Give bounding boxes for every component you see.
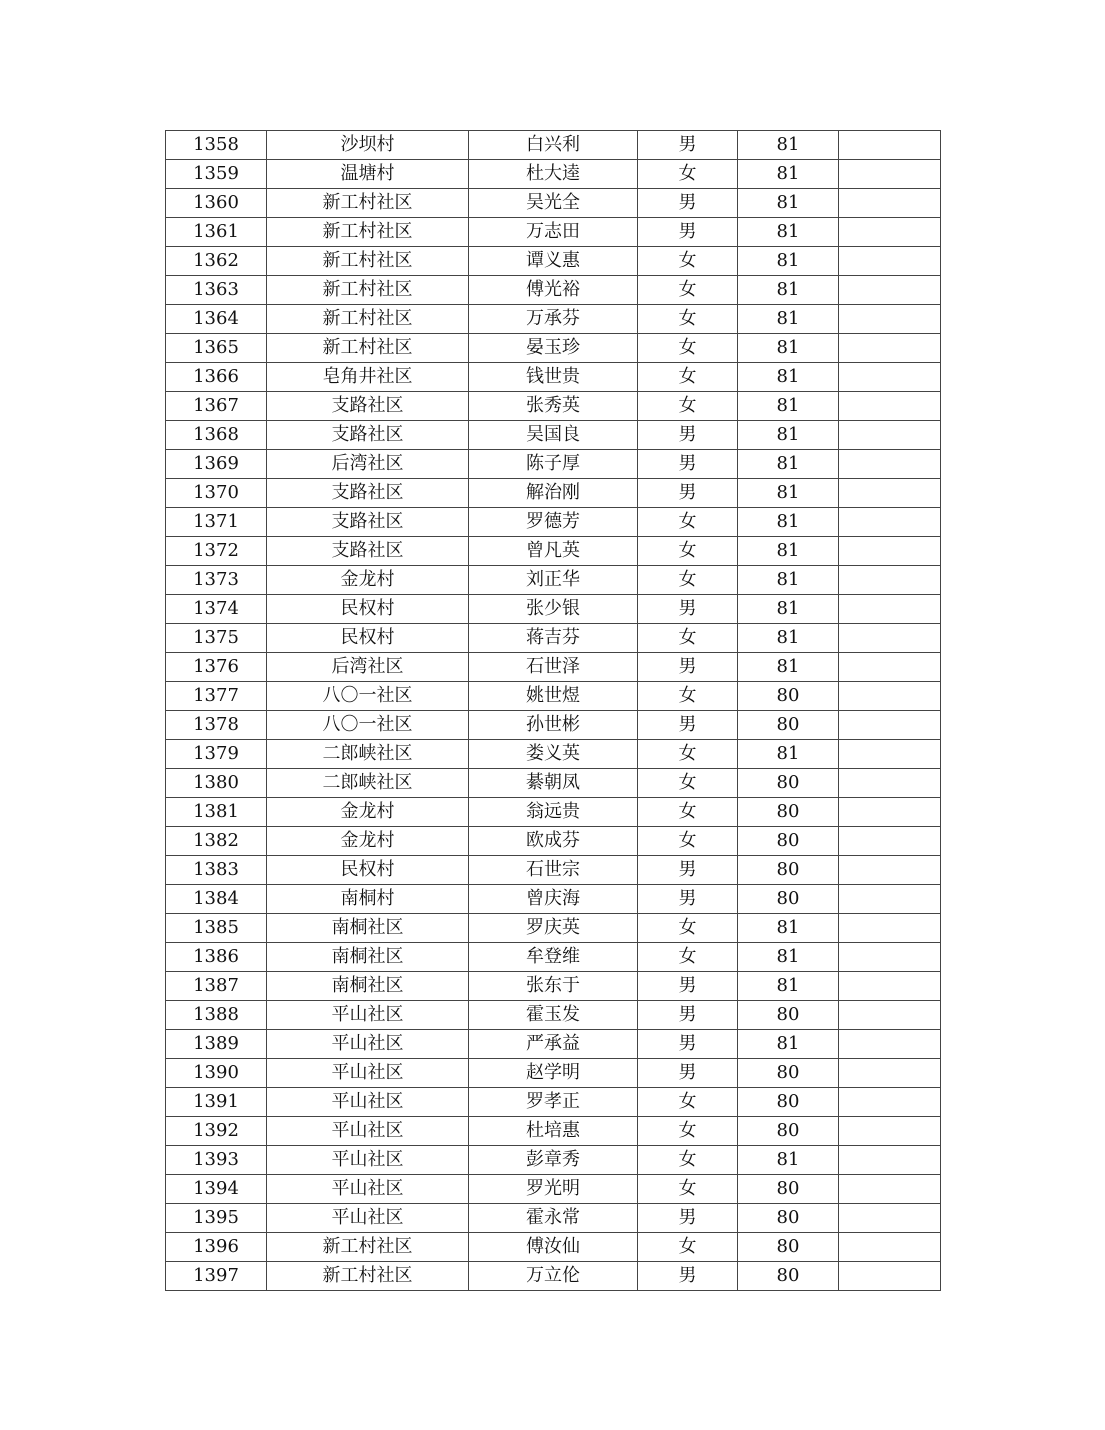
table-row [166,1233,941,1262]
table-row [166,131,941,160]
age-cell: 81 [738,218,839,247]
person-name-cell: 刘正华 [469,566,638,595]
table-row [166,972,941,1001]
row-number-cell: 1360 [166,189,267,218]
row-number-cell: 1383 [166,856,267,885]
row-number-cell: 1385 [166,914,267,943]
community-cell: 支路社区 [267,479,469,508]
person-name-cell: 钱世贵 [469,363,638,392]
person-name-cell: 严承益 [469,1030,638,1059]
person-name-cell: 孙世彬 [469,711,638,740]
age-cell: 81 [738,363,839,392]
community-cell: 南桐社区 [267,914,469,943]
person-name-cell: 万承芬 [469,305,638,334]
community-cell: 南桐社区 [267,943,469,972]
age-cell: 81 [738,1146,839,1175]
person-name-cell: 欧成芬 [469,827,638,856]
person-name-cell: 赵学明 [469,1059,638,1088]
note-cell [839,218,941,247]
community-cell: 新工村社区 [267,1233,469,1262]
row-number-cell: 1371 [166,508,267,537]
person-name-cell: 蒋吉芬 [469,624,638,653]
table-row [166,305,941,334]
person-name-cell: 张少银 [469,595,638,624]
row-number-cell: 1393 [166,1146,267,1175]
row-number-cell: 1381 [166,798,267,827]
note-cell [839,450,941,479]
age-cell: 81 [738,943,839,972]
gender-cell: 男 [638,972,738,1001]
person-name-cell: 娄义英 [469,740,638,769]
gender-cell: 女 [638,624,738,653]
community-cell: 新工村社区 [267,276,469,305]
gender-cell: 女 [638,334,738,363]
community-cell: 新工村社区 [267,305,469,334]
row-number-cell: 1364 [166,305,267,334]
table-row [166,421,941,450]
age-cell: 80 [738,1262,839,1291]
person-name-cell: 罗庆英 [469,914,638,943]
community-cell: 支路社区 [267,508,469,537]
person-name-cell: 张秀英 [469,392,638,421]
note-cell [839,1088,941,1117]
note-cell [839,653,941,682]
note-cell [839,1146,941,1175]
table-row [166,1059,941,1088]
person-name-cell: 万志田 [469,218,638,247]
note-cell [839,856,941,885]
person-name-cell: 傅光裕 [469,276,638,305]
row-number-cell: 1384 [166,885,267,914]
age-cell: 81 [738,537,839,566]
gender-cell: 男 [638,1030,738,1059]
table-row [166,1146,941,1175]
gender-cell: 男 [638,450,738,479]
person-name-cell: 吴光全 [469,189,638,218]
community-cell: 南桐村 [267,885,469,914]
table-row [166,276,941,305]
gender-cell: 男 [638,131,738,160]
age-cell: 81 [738,131,839,160]
community-cell: 平山社区 [267,1175,469,1204]
table-row [166,624,941,653]
table-row [166,1204,941,1233]
row-number-cell: 1365 [166,334,267,363]
community-cell: 新工村社区 [267,218,469,247]
note-cell [839,1059,941,1088]
community-cell: 支路社区 [267,537,469,566]
community-cell: 皂角井社区 [267,363,469,392]
row-number-cell: 1373 [166,566,267,595]
community-cell: 平山社区 [267,1146,469,1175]
gender-cell: 男 [638,595,738,624]
note-cell [839,740,941,769]
age-cell: 81 [738,508,839,537]
community-cell: 后湾社区 [267,653,469,682]
row-number-cell: 1380 [166,769,267,798]
table-row [166,827,941,856]
note-cell [839,1117,941,1146]
person-name-cell: 解治刚 [469,479,638,508]
person-name-cell: 张东于 [469,972,638,1001]
gender-cell: 女 [638,943,738,972]
row-number-cell: 1376 [166,653,267,682]
row-number-cell: 1394 [166,1175,267,1204]
age-cell: 80 [738,1175,839,1204]
gender-cell: 男 [638,653,738,682]
table-row [166,1001,941,1030]
gender-cell: 男 [638,1204,738,1233]
gender-cell: 女 [638,305,738,334]
age-cell: 81 [738,566,839,595]
gender-cell: 女 [638,769,738,798]
person-name-cell: 吴国良 [469,421,638,450]
note-cell [839,392,941,421]
row-number-cell: 1388 [166,1001,267,1030]
table-row [166,508,941,537]
person-name-cell: 白兴利 [469,131,638,160]
table-row [166,798,941,827]
person-name-cell: 罗德芳 [469,508,638,537]
table-row [166,1262,941,1291]
gender-cell: 男 [638,479,738,508]
row-number-cell: 1379 [166,740,267,769]
community-cell: 八〇一社区 [267,711,469,740]
row-number-cell: 1392 [166,1117,267,1146]
person-name-cell: 杜培惠 [469,1117,638,1146]
person-name-cell: 彭章秀 [469,1146,638,1175]
table-row [166,682,941,711]
age-cell: 81 [738,276,839,305]
note-cell [839,566,941,595]
age-cell: 80 [738,1204,839,1233]
note-cell [839,131,941,160]
row-number-cell: 1396 [166,1233,267,1262]
age-cell: 81 [738,450,839,479]
person-name-cell: 罗光明 [469,1175,638,1204]
gender-cell: 男 [638,711,738,740]
row-number-cell: 1368 [166,421,267,450]
age-cell: 80 [738,798,839,827]
gender-cell: 女 [638,1175,738,1204]
gender-cell: 男 [638,421,738,450]
table-row [166,1088,941,1117]
gender-cell: 女 [638,276,738,305]
row-number-cell: 1362 [166,247,267,276]
note-cell [839,1262,941,1291]
person-name-cell: 石世宗 [469,856,638,885]
table-row [166,595,941,624]
age-cell: 81 [738,740,839,769]
note-cell [839,827,941,856]
community-cell: 平山社区 [267,1030,469,1059]
note-cell [839,1030,941,1059]
note-cell [839,943,941,972]
age-cell: 80 [738,1088,839,1117]
person-name-cell: 石世泽 [469,653,638,682]
community-cell: 新工村社区 [267,247,469,276]
person-name-cell: 罗孝正 [469,1088,638,1117]
table-row [166,740,941,769]
table-row [166,392,941,421]
note-cell [839,711,941,740]
gender-cell: 男 [638,1059,738,1088]
age-cell: 80 [738,711,839,740]
gender-cell: 男 [638,885,738,914]
note-cell [839,1001,941,1030]
community-cell: 沙坝村 [267,131,469,160]
row-number-cell: 1370 [166,479,267,508]
row-number-cell: 1372 [166,537,267,566]
row-number-cell: 1358 [166,131,267,160]
table-row [166,856,941,885]
age-cell: 80 [738,682,839,711]
age-cell: 81 [738,160,839,189]
row-number-cell: 1375 [166,624,267,653]
row-number-cell: 1391 [166,1088,267,1117]
table-row [166,189,941,218]
gender-cell: 女 [638,537,738,566]
row-number-cell: 1359 [166,160,267,189]
table-row [166,1117,941,1146]
person-name-cell: 谭义惠 [469,247,638,276]
table-row [166,885,941,914]
person-name-cell: 翁远贵 [469,798,638,827]
age-cell: 81 [738,624,839,653]
gender-cell: 女 [638,508,738,537]
gender-cell: 女 [638,247,738,276]
row-number-cell: 1397 [166,1262,267,1291]
age-cell: 81 [738,914,839,943]
community-cell: 支路社区 [267,421,469,450]
note-cell [839,537,941,566]
person-name-cell: 杜大逵 [469,160,638,189]
gender-cell: 男 [638,218,738,247]
community-cell: 二郎峡社区 [267,740,469,769]
gender-cell: 女 [638,160,738,189]
age-cell: 81 [738,334,839,363]
age-cell: 80 [738,769,839,798]
community-cell: 南桐社区 [267,972,469,1001]
community-cell: 民权村 [267,856,469,885]
row-number-cell: 1386 [166,943,267,972]
roster-body [166,131,941,1291]
community-cell: 民权村 [267,624,469,653]
note-cell [839,1204,941,1233]
note-cell [839,276,941,305]
age-cell: 80 [738,885,839,914]
age-cell: 81 [738,247,839,276]
community-cell: 新工村社区 [267,189,469,218]
community-cell: 后湾社区 [267,450,469,479]
note-cell [839,798,941,827]
note-cell [839,1175,941,1204]
gender-cell: 女 [638,1117,738,1146]
age-cell: 80 [738,827,839,856]
row-number-cell: 1395 [166,1204,267,1233]
gender-cell: 女 [638,1088,738,1117]
person-name-cell: 牟登维 [469,943,638,972]
note-cell [839,769,941,798]
table-row [166,334,941,363]
note-cell [839,914,941,943]
person-name-cell: 霍永常 [469,1204,638,1233]
table-row [166,363,941,392]
gender-cell: 女 [638,1146,738,1175]
note-cell [839,160,941,189]
row-number-cell: 1369 [166,450,267,479]
person-name-cell: 陈子厚 [469,450,638,479]
age-cell: 80 [738,1117,839,1146]
row-number-cell: 1389 [166,1030,267,1059]
age-cell: 80 [738,1059,839,1088]
gender-cell: 女 [638,827,738,856]
note-cell [839,189,941,218]
note-cell [839,421,941,450]
gender-cell: 女 [638,566,738,595]
person-name-cell: 霍玉发 [469,1001,638,1030]
age-cell: 81 [738,421,839,450]
note-cell [839,595,941,624]
table-row [166,653,941,682]
table-row [166,247,941,276]
age-cell: 81 [738,189,839,218]
row-number-cell: 1367 [166,392,267,421]
community-cell: 新工村社区 [267,334,469,363]
note-cell [839,508,941,537]
community-cell: 二郎峡社区 [267,769,469,798]
community-cell: 金龙村 [267,566,469,595]
row-number-cell: 1387 [166,972,267,1001]
person-name-cell: 姚世煜 [469,682,638,711]
note-cell [839,247,941,276]
note-cell [839,334,941,363]
gender-cell: 男 [638,1262,738,1291]
community-cell: 平山社区 [267,1204,469,1233]
note-cell [839,1233,941,1262]
age-cell: 80 [738,856,839,885]
table-row [166,160,941,189]
age-cell: 80 [738,1001,839,1030]
table-row [166,711,941,740]
person-name-cell: 曾庆海 [469,885,638,914]
gender-cell: 女 [638,392,738,421]
gender-cell: 女 [638,740,738,769]
community-cell: 金龙村 [267,798,469,827]
age-cell: 81 [738,392,839,421]
person-name-cell: 曾凡英 [469,537,638,566]
community-cell: 金龙村 [267,827,469,856]
gender-cell: 女 [638,363,738,392]
gender-cell: 女 [638,1233,738,1262]
table-row [166,1030,941,1059]
table-row [166,1175,941,1204]
community-cell: 温塘村 [267,160,469,189]
person-name-cell: 綦朝凤 [469,769,638,798]
table-row [166,566,941,595]
gender-cell: 女 [638,682,738,711]
row-number-cell: 1382 [166,827,267,856]
table-row [166,537,941,566]
community-cell: 八〇一社区 [267,682,469,711]
gender-cell: 女 [638,914,738,943]
person-name-cell: 万立伦 [469,1262,638,1291]
row-number-cell: 1361 [166,218,267,247]
gender-cell: 男 [638,1001,738,1030]
note-cell [839,682,941,711]
table-row [166,914,941,943]
age-cell: 81 [738,653,839,682]
note-cell [839,624,941,653]
community-cell: 平山社区 [267,1117,469,1146]
row-number-cell: 1366 [166,363,267,392]
community-cell: 新工村社区 [267,1262,469,1291]
gender-cell: 女 [638,798,738,827]
table-row [166,450,941,479]
note-cell [839,479,941,508]
age-cell: 81 [738,595,839,624]
row-number-cell: 1363 [166,276,267,305]
age-cell: 80 [738,1233,839,1262]
row-number-cell: 1377 [166,682,267,711]
note-cell [839,305,941,334]
age-cell: 81 [738,972,839,1001]
person-name-cell: 傅汝仙 [469,1233,638,1262]
person-name-cell: 晏玉珍 [469,334,638,363]
gender-cell: 男 [638,189,738,218]
age-cell: 81 [738,305,839,334]
roster-table [165,130,941,1291]
community-cell: 平山社区 [267,1088,469,1117]
community-cell: 支路社区 [267,392,469,421]
age-cell: 81 [738,479,839,508]
row-number-cell: 1374 [166,595,267,624]
table-row [166,218,941,247]
community-cell: 平山社区 [267,1059,469,1088]
age-cell: 81 [738,1030,839,1059]
table-row [166,479,941,508]
table-row [166,943,941,972]
row-number-cell: 1378 [166,711,267,740]
gender-cell: 男 [638,856,738,885]
note-cell [839,885,941,914]
community-cell: 民权村 [267,595,469,624]
community-cell: 平山社区 [267,1001,469,1030]
note-cell [839,972,941,1001]
table-row [166,769,941,798]
note-cell [839,363,941,392]
row-number-cell: 1390 [166,1059,267,1088]
